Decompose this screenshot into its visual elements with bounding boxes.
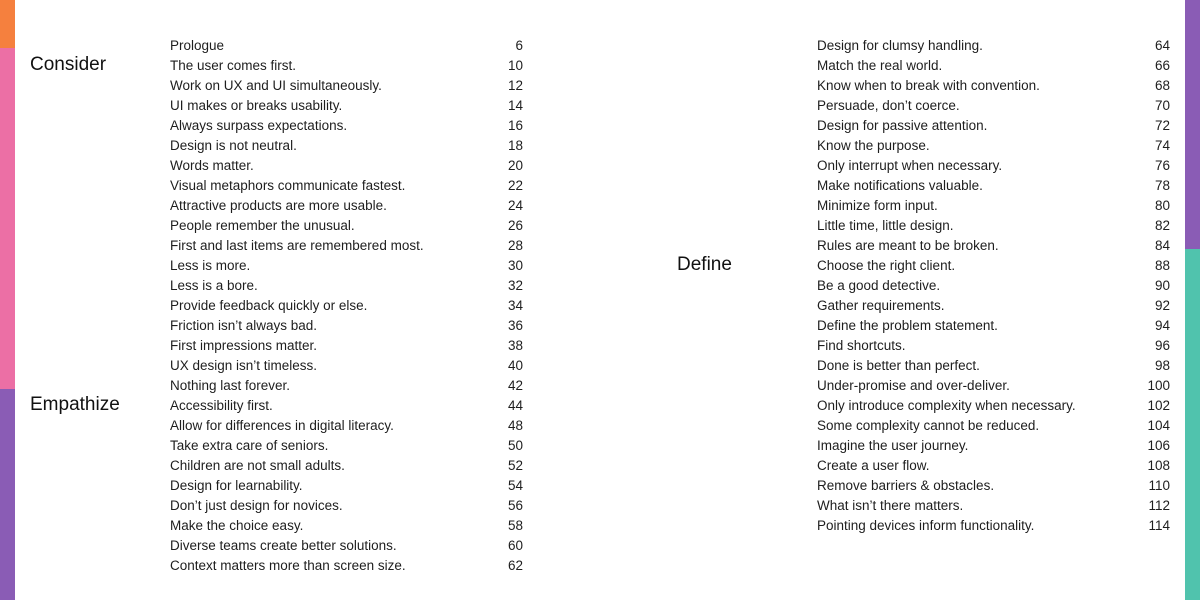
toc-entry-page: 32 <box>507 277 523 293</box>
toc-entry-title: Rules are meant to be broken. <box>817 237 999 253</box>
toc-entry-page: 36 <box>507 317 523 333</box>
toc-entry <box>170 555 523 575</box>
right-bar-teal <box>1185 249 1200 600</box>
toc-entry <box>170 295 523 315</box>
toc-entry-page: 58 <box>507 517 523 533</box>
toc-entry <box>170 395 523 415</box>
left-bar-orange <box>0 0 15 48</box>
toc-entry-page: 40 <box>507 357 523 373</box>
toc-entry <box>817 135 1170 155</box>
toc-entry <box>817 415 1170 435</box>
toc-entry-title: Make the choice easy. <box>170 517 304 533</box>
toc-entry-title: Find shortcuts. <box>817 337 906 353</box>
toc-entry-title: Know when to break with convention. <box>817 77 1040 93</box>
toc-entry <box>817 235 1170 255</box>
toc-entry <box>817 475 1170 495</box>
toc-entry <box>817 315 1170 335</box>
toc-entry-page: 12 <box>507 77 523 93</box>
toc-entry-page: 34 <box>507 297 523 313</box>
toc-entry <box>817 455 1170 475</box>
toc-entry-title: Work on UX and UI simultaneously. <box>170 77 382 93</box>
toc-entry <box>170 355 523 375</box>
toc-entry-page: 6 <box>515 37 523 53</box>
toc-entry <box>817 175 1170 195</box>
toc-entry-page: 44 <box>507 397 523 413</box>
toc-entry-title: Know the purpose. <box>817 137 930 153</box>
toc-entry-title: UI makes or breaks usability. <box>170 97 343 113</box>
toc-entry <box>170 135 523 155</box>
toc-entry-page: 98 <box>1154 357 1170 373</box>
toc-entry-page: 96 <box>1154 337 1170 353</box>
toc-entry-title: Design for learnability. <box>170 477 303 493</box>
toc-entry-page: 114 <box>1148 517 1170 533</box>
toc-entry-title: Minimize form input. <box>817 197 938 213</box>
toc-entry-page: 64 <box>1154 37 1170 53</box>
toc-entry-title: Imagine the user journey. <box>817 437 969 453</box>
toc-entry <box>170 235 523 255</box>
toc-entry-page: 74 <box>1154 137 1170 153</box>
toc-entry-page: 50 <box>507 437 523 453</box>
toc-entry-page: 10 <box>507 57 523 73</box>
toc-entry-page: 66 <box>1154 57 1170 73</box>
toc-entry <box>170 515 523 535</box>
toc-entry-page: 72 <box>1154 117 1170 133</box>
toc-entry <box>170 495 523 515</box>
toc-entry-page: 68 <box>1154 77 1170 93</box>
toc-entry-title: Attractive products are more usable. <box>170 197 387 213</box>
toc-entry-page: 104 <box>1147 417 1170 433</box>
toc-entry-title: Allow for differences in digital literacy. <box>170 417 394 433</box>
toc-entry <box>817 515 1170 535</box>
toc-entry <box>817 295 1170 315</box>
toc-entry <box>817 495 1170 515</box>
toc-entry-title: Design is not neutral. <box>170 137 297 153</box>
toc-entry-page: 80 <box>1154 197 1170 213</box>
toc-entry-page: 62 <box>507 557 523 573</box>
toc-entry-title: Provide feedback quickly or else. <box>170 297 368 313</box>
toc-entry-title: People remember the unusual. <box>170 217 355 233</box>
toc-entry-title: Nothing last forever. <box>170 377 291 393</box>
toc-entry <box>170 175 523 195</box>
toc-entry-page: 100 <box>1147 377 1170 393</box>
toc-entry-page: 90 <box>1154 277 1170 293</box>
toc-entry-title: Be a good detective. <box>817 277 941 293</box>
toc-entry <box>817 55 1170 75</box>
toc-entry-page: 48 <box>507 417 523 433</box>
toc-entry <box>170 275 523 295</box>
toc-entry-title: Pointing devices inform functionality. <box>817 517 1035 533</box>
toc-entry-page: 14 <box>507 97 523 113</box>
left-bar-pink <box>0 48 15 389</box>
toc-entry-title: Don’t just design for novices. <box>170 497 343 513</box>
toc-entry-page: 94 <box>1154 317 1170 333</box>
right-bar-purple <box>1185 0 1200 249</box>
toc-entry-title: Gather requirements. <box>817 297 945 313</box>
toc-entry-page: 52 <box>507 457 523 473</box>
toc-entry-page: 110 <box>1148 477 1170 493</box>
toc-entry-page: 22 <box>507 177 523 193</box>
toc-entry <box>170 435 523 455</box>
toc-entry-page: 108 <box>1147 457 1170 473</box>
toc-entry-page: 106 <box>1147 437 1170 453</box>
toc-entry-page: 78 <box>1154 177 1170 193</box>
toc-entry <box>170 335 523 355</box>
toc-entry-title: The user comes first. <box>170 57 297 73</box>
toc-entry <box>170 55 523 75</box>
toc-entry <box>817 155 1170 175</box>
toc-entry-title: Visual metaphors communicate fastest. <box>170 177 406 193</box>
toc-entry <box>170 115 523 135</box>
toc-entry <box>170 375 523 395</box>
toc-entry-title: Make notifications valuable. <box>817 177 983 193</box>
toc-entry-title: Design for clumsy handling. <box>817 37 983 53</box>
section-empathize: Empathize <box>30 394 120 415</box>
toc-entry <box>170 315 523 335</box>
toc-entry-page: 20 <box>507 157 523 173</box>
toc-entry-title: Context matters more than screen size. <box>170 557 406 573</box>
left-bar-purple <box>0 389 15 600</box>
toc-entry <box>170 455 523 475</box>
toc-entry-page: 88 <box>1154 257 1170 273</box>
toc-column-left <box>170 35 523 575</box>
toc-entry-title: UX design isn’t timeless. <box>170 357 318 373</box>
toc-entry <box>817 335 1170 355</box>
toc-entry-page: 70 <box>1154 97 1170 113</box>
toc-entry-title: Always surpass expectations. <box>170 117 348 133</box>
toc-entry-page: 112 <box>1148 497 1170 513</box>
toc-entry-title: Create a user flow. <box>817 457 930 473</box>
toc-entry <box>817 95 1170 115</box>
toc-entry <box>817 275 1170 295</box>
toc-entry-page: 56 <box>507 497 523 513</box>
toc-entry-title: Define the problem statement. <box>817 317 998 333</box>
toc-entry-page: 18 <box>507 137 523 153</box>
toc-entry <box>170 195 523 215</box>
toc-entry-title: First impressions matter. <box>170 337 318 353</box>
toc-entry-title: Diverse teams create better solutions. <box>170 537 397 553</box>
toc-entry-title: Little time, little design. <box>817 217 954 233</box>
toc-entry-page: 54 <box>507 477 523 493</box>
toc-entry-title: Match the real world. <box>817 57 943 73</box>
toc-entry-page: 102 <box>1147 397 1170 413</box>
toc-entry-page: 92 <box>1154 297 1170 313</box>
toc-entry-page: 16 <box>507 117 523 133</box>
toc-entry <box>170 535 523 555</box>
toc-entry <box>817 75 1170 95</box>
toc-entry <box>170 155 523 175</box>
toc-entry-title: Friction isn’t always bad. <box>170 317 318 333</box>
toc-entry <box>817 255 1170 275</box>
section-consider: Consider <box>30 54 107 75</box>
toc-entry-title: Take extra care of seniors. <box>170 437 329 453</box>
toc-entry-page: 82 <box>1154 217 1170 233</box>
toc-entry-page: 28 <box>507 237 523 253</box>
toc-entry-title: What isn’t there matters. <box>817 497 964 513</box>
toc-entry-title: Only interrupt when necessary. <box>817 157 1003 173</box>
toc-column-right <box>817 35 1170 535</box>
toc-entry-title: Words matter. <box>170 157 254 173</box>
toc-entry <box>817 35 1170 55</box>
toc-entry <box>817 115 1170 135</box>
toc-entry <box>170 415 523 435</box>
toc-entry-page: 38 <box>507 337 523 353</box>
toc-entry-title: Prologue <box>170 37 225 53</box>
toc-entry-title: Accessibility first. <box>170 397 273 413</box>
toc-entry-title: Children are not small adults. <box>170 457 345 473</box>
toc-entry-page: 60 <box>507 537 523 553</box>
toc-entry-title: Remove barriers & obstacles. <box>817 477 995 493</box>
toc-entry <box>817 195 1170 215</box>
toc-entry <box>817 215 1170 235</box>
toc-entry-title: Choose the right client. <box>817 257 956 273</box>
toc-entry <box>170 75 523 95</box>
toc-entry-page: 84 <box>1154 237 1170 253</box>
toc-entry-page: 26 <box>507 217 523 233</box>
toc-entry-title: Only introduce complexity when necessary. <box>817 397 1076 413</box>
toc-entry-page: 24 <box>507 197 523 213</box>
toc-entry-page: 42 <box>507 377 523 393</box>
toc-entry-title: Persuade, don’t coerce. <box>817 97 960 113</box>
toc-entry <box>170 215 523 235</box>
toc-entry-title: Less is a bore. <box>170 277 258 293</box>
toc-entry <box>170 35 523 55</box>
toc-entry-page: 76 <box>1154 157 1170 173</box>
toc-entry-title: First and last items are remembered most. <box>170 237 424 253</box>
toc-entry <box>817 355 1170 375</box>
section-define: Define <box>677 254 732 275</box>
toc-entry-title: Design for passive attention. <box>817 117 988 133</box>
toc-entry <box>170 475 523 495</box>
toc-entry-title: Less is more. <box>170 257 251 273</box>
toc-entry-page: 30 <box>507 257 523 273</box>
toc-entry-title: Under-promise and over-deliver. <box>817 377 1010 393</box>
toc-entry <box>817 435 1170 455</box>
toc-entry <box>817 375 1170 395</box>
toc-entry-title: Done is better than perfect. <box>817 357 980 373</box>
toc-entry <box>817 395 1170 415</box>
toc-entry <box>170 95 523 115</box>
toc-entry <box>170 255 523 275</box>
toc-entry-title: Some complexity cannot be reduced. <box>817 417 1040 433</box>
